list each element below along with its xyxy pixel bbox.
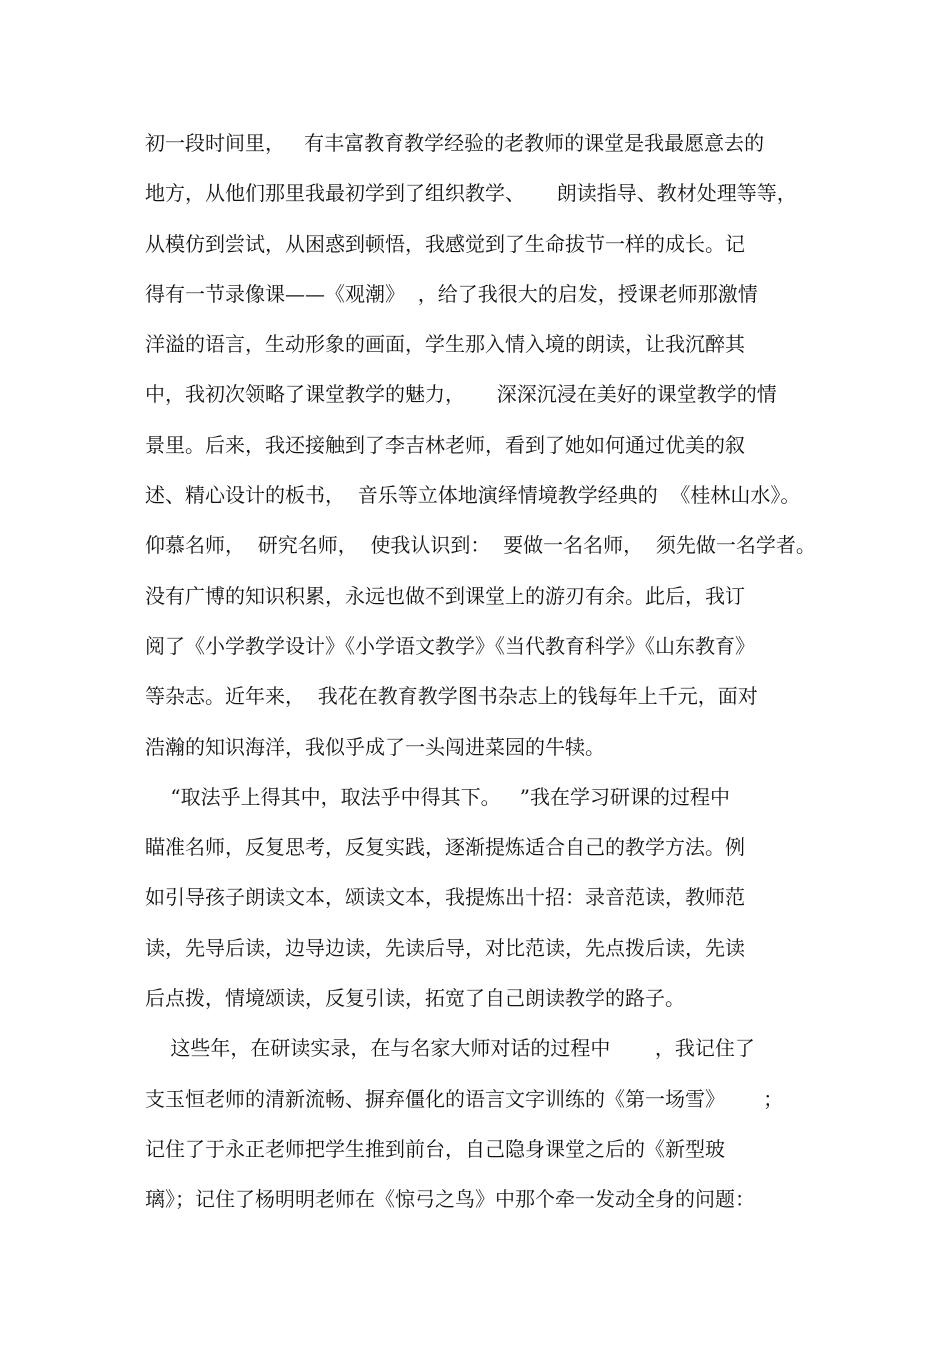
text-line: 中，我初次领略了课堂教学的魅力， 深深沉浸在美好的课堂教学的情	[145, 382, 777, 407]
text-line: 得有一节录像课——《观潮》 ，给了我很大的启发，授课老师那激情	[145, 281, 758, 306]
text-line: 初一段时间里， 有丰富教育教学经验的老教师的课堂是我最愿意去的	[145, 131, 765, 155]
text-line: 如引导孩子朗读文本，颂读文本，我提炼出十招：录音范读，教师范	[145, 885, 745, 910]
text-line: 璃》；记住了杨明明老师在《惊弓之鸟》中那个牵一发动全身的问题：	[145, 1187, 755, 1212]
text-line: 景里。后来，我还接触到了李吉林老师，看到了她如何通过优美的叙	[145, 432, 745, 457]
text-line: 述、精心设计的板书， 音乐等立体地演绎情境教学经典的 《桂林山水》。	[145, 483, 801, 508]
text-line: 地方，从他们那里我最初学到了组织教学、 朗读指导、教材处理等等，	[145, 181, 797, 206]
text-line: 记住了于永正老师把学生推到前台，自己隐身课堂之后的《新型玻	[145, 1136, 725, 1161]
text-line: 没有广博的知识积累，永远也做不到课堂上的游刃有余。此后，我订	[145, 583, 745, 608]
text-line: 读，先导后读，边导边读，先读后导，对比范读，先点拨后读，先读	[145, 935, 745, 960]
text-line: 从模仿到尝试，从困惑到顿悟，我感觉到了生命拔节一样的成长。记	[145, 231, 745, 256]
text-line: 等杂志。近年来， 我花在教育教学图书杂志上的钱每年上千元，面对	[145, 684, 758, 709]
text-line: 瞄准名师，反复思考，反复实践，逐渐提炼适合自己的教学方法。例	[145, 835, 745, 860]
text-line: “取法乎上得其中，取法乎中得其下。 ”我在学习研课的过程中	[145, 784, 730, 809]
text-line: 仰慕名师， 研究名师， 使我认识到： 要做一名名师， 须先做一名学者。	[145, 533, 816, 558]
text-line: 后点拨，情境颂读，反复引读，拓宽了自己朗读教学的路子。	[145, 986, 685, 1011]
text-line: 支玉恒老师的清新流畅、摒弃僵化的语言文字训练的《第一场雪》 ；	[145, 1086, 784, 1111]
text-line: 阅了《小学教学设计》《小学语文教学》《当代教育科学》《山东教育》	[145, 633, 755, 658]
body-text	[145, 118, 825, 1225]
text-line: 浩瀚的知识海洋，我似乎成了一头闯进菜园的牛犊。	[145, 734, 605, 759]
text-line: 这些年，在研读实录，在与名家大师对话的过程中 ，我记住了	[145, 1036, 755, 1061]
text-line: 洋溢的语言，生动形象的画面，学生那入情入境的朗读，让我沉醉其	[145, 332, 745, 357]
